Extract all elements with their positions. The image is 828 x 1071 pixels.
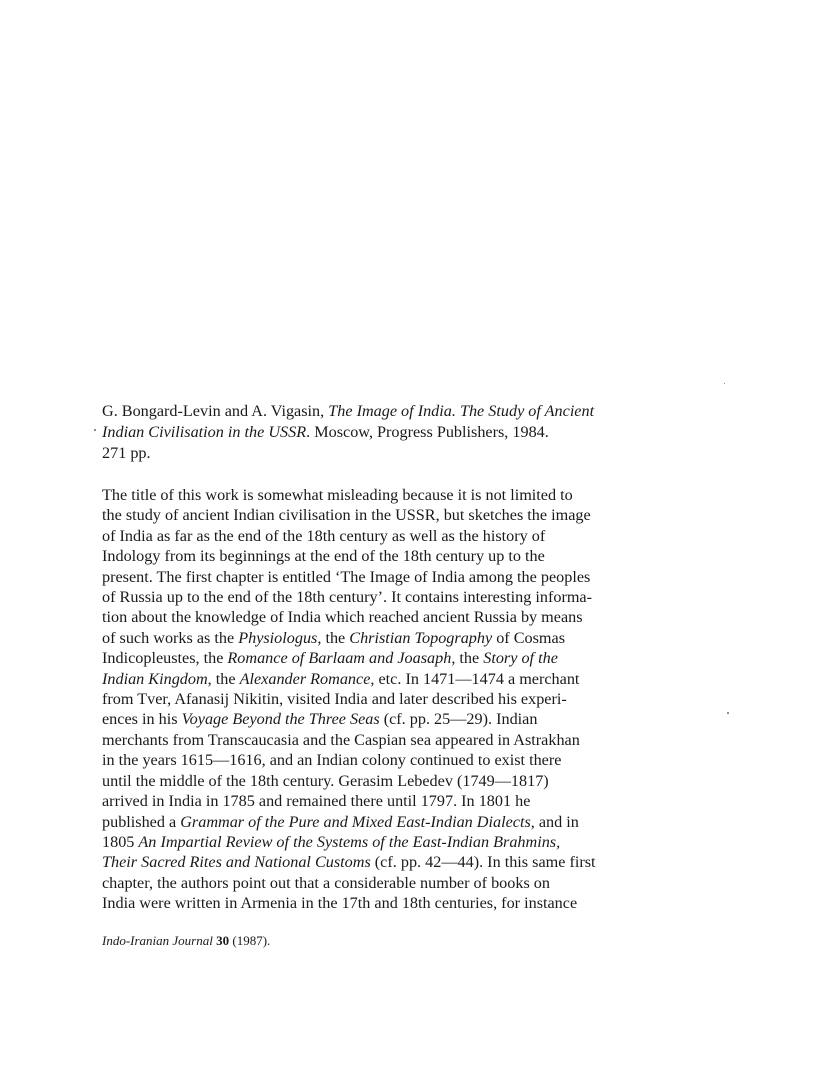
text-run: Indology from its beginnings at the end of the 18th century up to the xyxy=(102,547,545,566)
body-line xyxy=(102,628,742,648)
italic-title-text: Grammar of the Pure and Mixed East-Indian Dialects xyxy=(180,812,531,831)
text-run: . Moscow, Progress Publishers, 1984. xyxy=(306,423,549,441)
text-run: Indicopleustes, the xyxy=(102,649,228,668)
text-run: tion about the knowledge of India which reached ancient Russia by means xyxy=(102,608,583,627)
body-line xyxy=(102,873,742,893)
text-run: of such works as the xyxy=(102,628,239,647)
text-run: The title of this work is somewhat misleading because it is not limited to xyxy=(102,486,573,504)
citation-line xyxy=(102,422,742,443)
body-line xyxy=(102,791,742,811)
body-line xyxy=(102,648,742,668)
text-run: in the years 1615—1616, and an Indian colony continued to exist there xyxy=(102,751,562,770)
text-run: 1805 xyxy=(102,832,139,851)
text-run: present. The first chapter is entitled ‘The Image of India among the peoples xyxy=(102,567,591,586)
scan-speck xyxy=(94,429,96,431)
text-run: (cf. pp. 42—44). In this same first xyxy=(370,853,596,872)
text-run: of Cosmas xyxy=(492,628,565,647)
body-line xyxy=(102,812,742,832)
italic-title-text: Indian Civilisation in the USSR xyxy=(102,423,307,441)
text-run: of India as far as the end of the 18th century as well as the history of xyxy=(102,526,546,545)
text-run: , and in xyxy=(530,812,579,831)
text-run: (cf. pp. 25—29). Indian xyxy=(379,710,538,729)
body-line xyxy=(102,893,742,913)
text-run: , the xyxy=(317,628,350,647)
text-run: , the xyxy=(451,649,484,668)
text-run: the study of ancient Indian civilisation in the USSR, but sketches the image xyxy=(102,506,591,525)
italic-title-text: Christian Topography xyxy=(349,628,493,647)
text-run: from Tver, Afanasij Nikitin, visited India and later described his experi- xyxy=(102,690,567,709)
italic-title-text: Indian Kingdom xyxy=(102,669,208,688)
text-run: until the middle of the 18th century. Gerasim Lebedev (1749—1817) xyxy=(102,771,549,790)
text-run: 271 pp. xyxy=(102,444,151,462)
bibliographic-citation xyxy=(102,401,742,464)
text-run: , etc. In 1471—1474 a merchant xyxy=(370,669,580,688)
italic-title-text: Alexander Romance xyxy=(239,669,371,688)
body-line xyxy=(102,567,742,587)
scan-speck xyxy=(724,383,725,384)
scan-speck xyxy=(727,712,729,714)
body-line xyxy=(102,852,742,872)
citation-line xyxy=(102,443,742,464)
italic-title-text: An Impartial Review of the Systems of the East-Indian Brahmins, xyxy=(138,832,561,851)
italic-title-text: Their Sacred Rites and National Customs xyxy=(102,853,371,872)
text-run: chapter, the authors point out that a considerable number of books on xyxy=(102,873,550,892)
body-line xyxy=(102,505,742,525)
italic-title-text: Voyage Beyond the Three Seas xyxy=(181,710,380,729)
body-line xyxy=(102,587,742,607)
text-run: published a xyxy=(102,812,181,831)
italic-title-text: Physiologus xyxy=(238,628,318,647)
journal-year: (1987). xyxy=(232,933,271,948)
italic-title-text: The Image of India. The Study of Ancient xyxy=(328,402,595,420)
text-run: G. Bongard-Levin and A. Vigasin, xyxy=(102,402,329,420)
body-line xyxy=(102,832,742,852)
journal-name: Indo-Iranian Journal xyxy=(102,933,213,948)
text-run: ences in his xyxy=(102,710,182,729)
journal-footer xyxy=(102,933,270,949)
italic-title-text: Romance of Barlaam and Joasaph xyxy=(227,649,452,668)
text-run: , the xyxy=(207,669,240,688)
citation-line xyxy=(102,401,742,422)
body-line xyxy=(102,669,742,689)
journal-volume: 30 xyxy=(216,933,230,948)
body-line xyxy=(102,546,742,566)
text-run: merchants from Transcaucasia and the Caspian sea appeared in Astrakhan xyxy=(102,730,580,749)
body-line xyxy=(102,709,742,729)
italic-title-text: Story of the xyxy=(483,649,558,668)
review-body xyxy=(102,485,742,914)
body-line xyxy=(102,485,742,505)
body-line xyxy=(102,689,742,709)
text-run: India were written in Armenia in the 17th and 18th centuries, for instance xyxy=(102,894,578,913)
body-line xyxy=(102,750,742,770)
text-run: of Russia up to the end of the 18th century’. It contains interesting informa- xyxy=(102,588,593,607)
body-line xyxy=(102,771,742,791)
body-line xyxy=(102,607,742,627)
body-line xyxy=(102,526,742,546)
text-run: arrived in India in 1785 and remained there until 1797. In 1801 he xyxy=(102,792,531,811)
body-line xyxy=(102,730,742,750)
